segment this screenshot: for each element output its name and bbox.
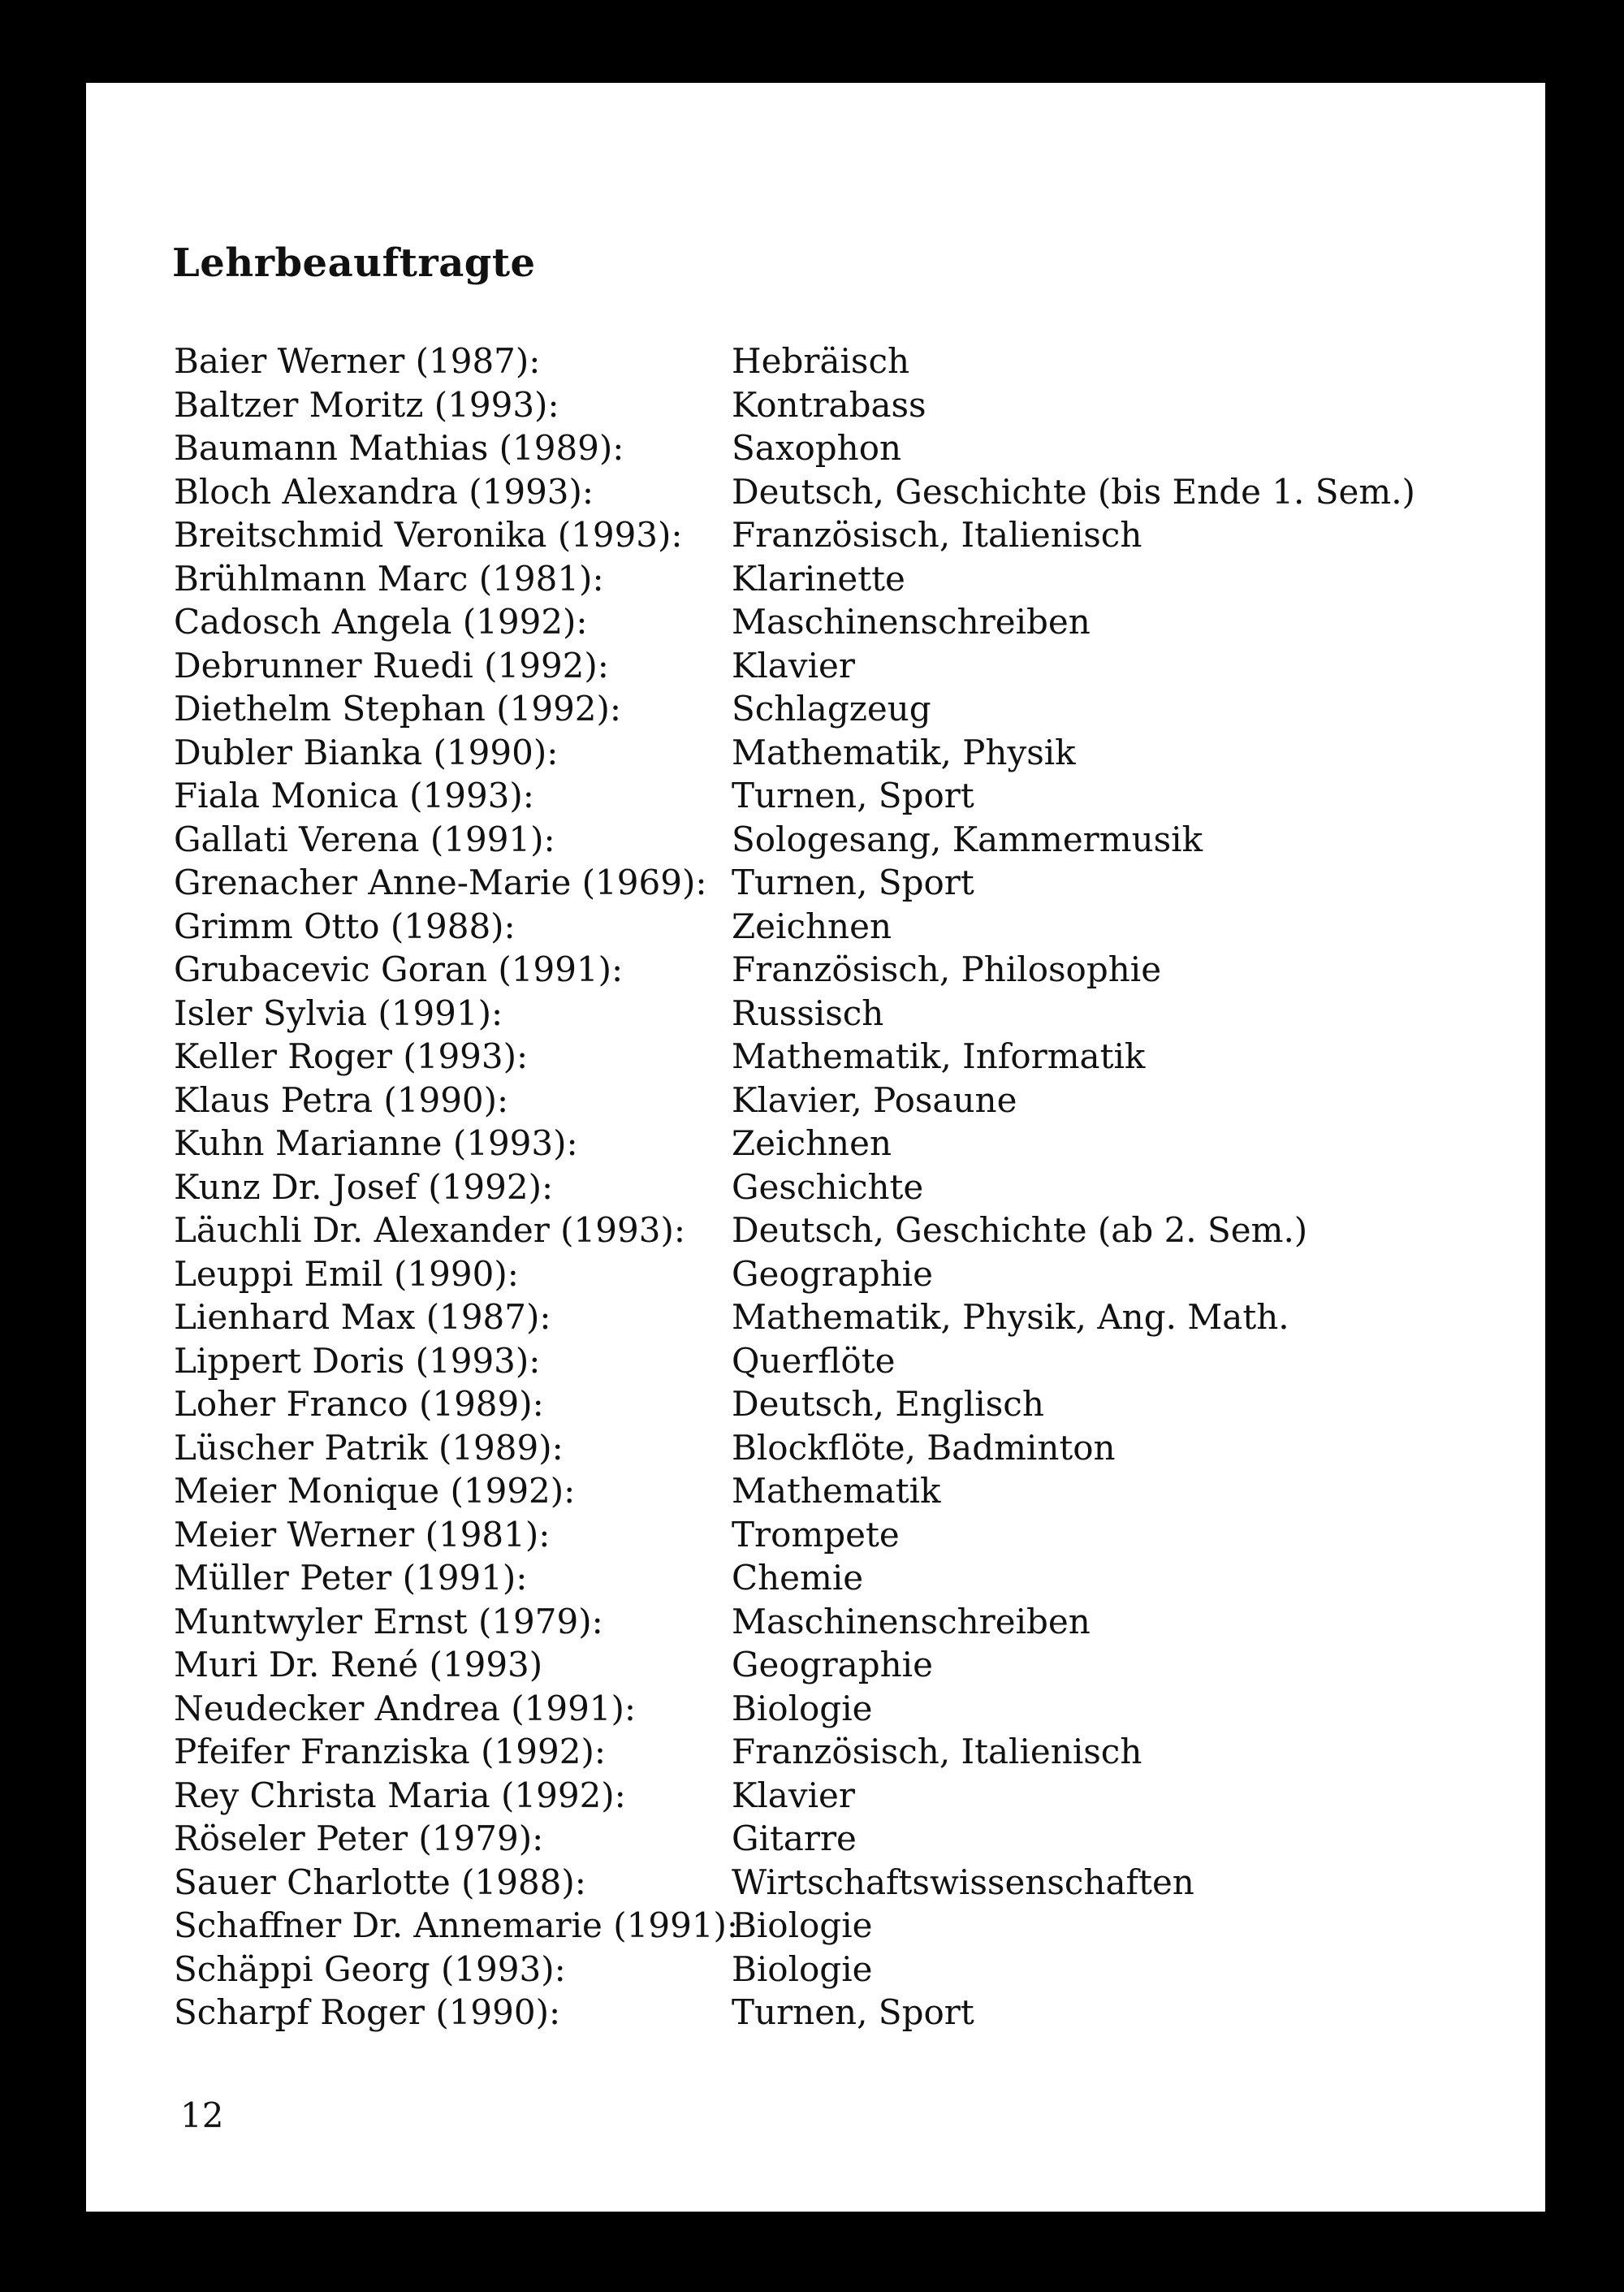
lecturer-name: Rey Christa Maria (1992): bbox=[174, 1775, 626, 1815]
lecturer-name: Neudecker Andrea (1991): bbox=[174, 1688, 637, 1728]
list-item bbox=[174, 905, 1473, 949]
lecturer-name: Dubler Bianka (1990): bbox=[174, 732, 559, 772]
lecturer-subject: Klavier, Posaune bbox=[732, 1079, 1017, 1120]
lecturer-name: Muri Dr. René (1993) bbox=[174, 1645, 543, 1684]
lecturer-subject: Zeichnen bbox=[732, 906, 892, 946]
list-item bbox=[174, 1295, 1473, 1339]
lecturer-subject: Hebräisch bbox=[732, 341, 910, 381]
list-item bbox=[174, 1991, 1473, 2035]
lecturer-subject: Schlagzeug bbox=[732, 689, 931, 729]
lecturer-name: Röseler Peter (1979): bbox=[174, 1818, 544, 1858]
lecturer-name: Baier Werner (1987): bbox=[174, 341, 541, 381]
lecturer-name: Meier Monique (1992): bbox=[174, 1471, 576, 1511]
lecturer-subject: Deutsch, Geschichte (bis Ende 1. Sem.) bbox=[732, 471, 1415, 512]
lecturer-name: Lienhard Max (1987): bbox=[174, 1297, 551, 1337]
list-item bbox=[174, 861, 1473, 905]
lecturer-name: Brühlmann Marc (1981): bbox=[174, 558, 604, 599]
lecturer-subject: Saxophon bbox=[732, 428, 902, 468]
lecturer-name: Müller Peter (1991): bbox=[174, 1558, 528, 1598]
lecturer-name: Loher Franco (1989): bbox=[174, 1384, 544, 1424]
list-item bbox=[174, 557, 1473, 601]
lecturer-subject: Geschichte bbox=[732, 1166, 924, 1207]
lecturer-name: Lippert Doris (1993): bbox=[174, 1340, 541, 1381]
lecturer-subject: Trompete bbox=[732, 1514, 900, 1555]
list-item bbox=[174, 1426, 1473, 1470]
lecturer-list bbox=[174, 339, 1473, 2035]
lecturer-name: Gallati Verena (1991): bbox=[174, 819, 555, 859]
list-item bbox=[174, 818, 1473, 862]
lecturer-name: Bloch Alexandra (1993): bbox=[174, 471, 594, 512]
lecturer-subject: Geographie bbox=[732, 1253, 933, 1294]
list-item bbox=[174, 1861, 1473, 1905]
lecturer-name: Schäppi Georg (1993): bbox=[174, 1948, 566, 1989]
list-item bbox=[174, 1079, 1473, 1122]
lecturer-name: Keller Roger (1993): bbox=[174, 1036, 529, 1076]
lecturer-subject: Maschinenschreiben bbox=[732, 602, 1091, 642]
lecturer-name: Lüscher Patrik (1989): bbox=[174, 1427, 564, 1468]
lecturer-subject: Querflöte bbox=[732, 1340, 896, 1381]
list-item bbox=[174, 1600, 1473, 1644]
lecturer-subject: Französisch, Italienisch bbox=[732, 515, 1142, 555]
lecturer-name: Läuchli Dr. Alexander (1993): bbox=[174, 1210, 685, 1250]
lecturer-subject: Sologesang, Kammermusik bbox=[732, 819, 1203, 859]
document-page bbox=[86, 83, 1545, 2212]
lecturer-name: Breitschmid Veronika (1993): bbox=[174, 515, 683, 555]
page-title: Lehrbeauftragte bbox=[172, 240, 536, 286]
lecturer-name: Fiala Monica (1993): bbox=[174, 776, 534, 815]
list-item bbox=[174, 1252, 1473, 1296]
lecturer-subject: Turnen, Sport bbox=[732, 776, 974, 815]
lecturer-name: Kunz Dr. Josef (1992): bbox=[174, 1166, 554, 1207]
lecturer-subject: Klavier bbox=[732, 1775, 855, 1815]
lecturer-subject: Mathematik bbox=[732, 1471, 941, 1511]
lecturer-subject: Deutsch, Geschichte (ab 2. Sem.) bbox=[732, 1210, 1308, 1250]
lecturer-subject: Biologie bbox=[732, 1905, 873, 1945]
lecturer-name: Meier Werner (1981): bbox=[174, 1514, 551, 1555]
list-item bbox=[174, 1339, 1473, 1383]
lecturer-subject: Biologie bbox=[732, 1948, 873, 1989]
list-item bbox=[174, 1643, 1473, 1687]
lecturer-subject: Mathematik, Informatik bbox=[732, 1036, 1146, 1076]
lecturer-subject: Klavier bbox=[732, 645, 855, 685]
list-item bbox=[174, 1035, 1473, 1079]
lecturer-name: Grenacher Anne-Marie (1969): bbox=[174, 863, 707, 902]
lecturer-name: Debrunner Ruedi (1992): bbox=[174, 645, 609, 685]
lecturer-subject: Zeichnen bbox=[732, 1123, 892, 1163]
lecturer-subject: Biologie bbox=[732, 1688, 873, 1728]
list-item bbox=[174, 513, 1473, 557]
lecturer-name: Pfeifer Franziska (1992): bbox=[174, 1732, 606, 1771]
list-item bbox=[174, 1730, 1473, 1774]
page-number: 12 bbox=[180, 2095, 224, 2135]
list-item bbox=[174, 426, 1473, 470]
lecturer-subject: Wirtschaftswissenschaften bbox=[732, 1862, 1194, 1902]
list-item bbox=[174, 1513, 1473, 1557]
lecturer-name: Baumann Mathias (1989): bbox=[174, 428, 624, 468]
lecturer-name: Kuhn Marianne (1993): bbox=[174, 1123, 578, 1163]
lecturer-subject: Mathematik, Physik bbox=[732, 732, 1076, 772]
lecturer-subject: Turnen, Sport bbox=[732, 1992, 974, 2032]
lecturer-subject: Maschinenschreiben bbox=[732, 1601, 1091, 1641]
list-item bbox=[174, 1687, 1473, 1731]
lecturer-name: Sauer Charlotte (1988): bbox=[174, 1862, 586, 1902]
list-item bbox=[174, 383, 1473, 427]
lecturer-subject: Französisch, Philosophie bbox=[732, 949, 1162, 989]
list-item bbox=[174, 1122, 1473, 1165]
list-item bbox=[174, 1817, 1473, 1861]
lecturer-name: Scharpf Roger (1990): bbox=[174, 1992, 561, 2032]
list-item bbox=[174, 687, 1473, 731]
lecturer-name: Schaffner Dr. Annemarie (1991): bbox=[174, 1905, 739, 1945]
lecturer-subject: Kontrabass bbox=[732, 384, 926, 425]
lecturer-name: Grimm Otto (1988): bbox=[174, 906, 516, 946]
list-item bbox=[174, 1948, 1473, 1991]
list-item bbox=[174, 1469, 1473, 1513]
lecturer-name: Cadosch Angela (1992): bbox=[174, 602, 588, 642]
lecturer-name: Isler Sylvia (1991): bbox=[174, 992, 503, 1033]
lecturer-name: Baltzer Moritz (1993): bbox=[174, 384, 559, 425]
lecturer-subject: Französisch, Italienisch bbox=[732, 1732, 1142, 1771]
list-item bbox=[174, 948, 1473, 992]
lecturer-subject: Mathematik, Physik, Ang. Math. bbox=[732, 1297, 1289, 1337]
lecturer-subject: Blockflöte, Badminton bbox=[732, 1427, 1116, 1468]
list-item bbox=[174, 1382, 1473, 1426]
lecturer-name: Grubacevic Goran (1991): bbox=[174, 949, 624, 989]
lecturer-subject: Chemie bbox=[732, 1558, 864, 1598]
list-item bbox=[174, 339, 1473, 383]
lecturer-name: Klaus Petra (1990): bbox=[174, 1079, 509, 1120]
list-item bbox=[174, 1904, 1473, 1948]
lecturer-subject: Russisch bbox=[732, 992, 884, 1033]
lecturer-subject: Deutsch, Englisch bbox=[732, 1384, 1044, 1424]
lecturer-subject: Klarinette bbox=[732, 558, 905, 599]
list-item bbox=[174, 600, 1473, 644]
list-item bbox=[174, 1774, 1473, 1818]
list-item bbox=[174, 774, 1473, 818]
list-item bbox=[174, 731, 1473, 775]
lecturer-name: Leuppi Emil (1990): bbox=[174, 1253, 519, 1294]
list-item bbox=[174, 1209, 1473, 1252]
list-item bbox=[174, 470, 1473, 514]
lecturer-subject: Turnen, Sport bbox=[732, 863, 974, 902]
lecturer-subject: Geographie bbox=[732, 1645, 933, 1684]
list-item bbox=[174, 1165, 1473, 1209]
list-item bbox=[174, 992, 1473, 1036]
lecturer-name: Muntwyler Ernst (1979): bbox=[174, 1601, 603, 1641]
lecturer-name: Diethelm Stephan (1992): bbox=[174, 689, 622, 729]
lecturer-subject: Gitarre bbox=[732, 1818, 857, 1858]
list-item bbox=[174, 644, 1473, 688]
list-item bbox=[174, 1556, 1473, 1600]
